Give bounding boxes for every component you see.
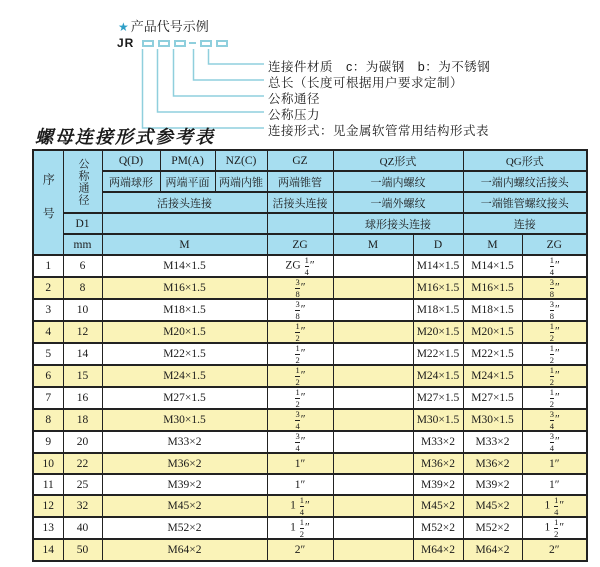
table-row xyxy=(33,409,587,431)
header-row-4 xyxy=(33,213,587,234)
cell-qz-m xyxy=(333,495,413,517)
cell-gz-zg: 1 $\frac{1}{2}$ ″ xyxy=(267,517,333,539)
table-row xyxy=(33,453,587,474)
cell-qz-d: M16×1.5 xyxy=(413,277,463,299)
cell-qg-zg: $\frac{3}{8}$ ″ xyxy=(522,277,587,299)
header-gz-connection: 活接头连接 xyxy=(267,192,333,213)
cell-m: M14×1.5 xyxy=(102,255,267,277)
cell-mm: 32 xyxy=(63,495,102,517)
cell-qg-m: M30×1.5 xyxy=(463,409,522,431)
cell-m: M39×2 xyxy=(102,474,267,495)
cell-m: M18×1.5 xyxy=(102,299,267,321)
code-label-material: 连接件材质 c：为碳钢 b：为不锈钢 xyxy=(268,60,491,74)
cell-gz-zg: 2″ xyxy=(267,539,333,560)
cell-m: M36×2 xyxy=(102,453,267,474)
header-nz-sub: 两端内锥 xyxy=(215,171,267,192)
cell-qz-d: M64×2 xyxy=(413,539,463,560)
code-prefix: JR xyxy=(117,36,135,50)
cell-qg-m: M27×1.5 xyxy=(463,387,522,409)
header-qg-sub2: 一端锥管螺纹接头 xyxy=(463,192,587,213)
header-col-qz: QZ形式 xyxy=(333,150,463,171)
table-row xyxy=(33,343,587,365)
cell-seq: 4 xyxy=(33,321,63,343)
cell-qg-zg: $\frac{1}{2}$ ″ xyxy=(522,365,587,387)
cell-seq: 9 xyxy=(33,431,63,453)
cell-qz-m xyxy=(333,255,413,277)
header-col-q: Q(D) xyxy=(102,150,160,171)
cell-qg-zg: $\frac{1}{2}$ ″ xyxy=(522,387,587,409)
table-title: 螺母连接形式参考表 xyxy=(35,127,215,147)
cell-qg-zg: $\frac{1}{2}$ ″ xyxy=(522,321,587,343)
header-row-2 xyxy=(33,171,587,192)
cell-mm: 15 xyxy=(63,365,102,387)
cell-gz-zg: $\frac{3}{4}$ ″ xyxy=(267,431,333,453)
cell-qg-zg: $\frac{3}{4}$ ″ xyxy=(522,409,587,431)
cell-gz-zg: $\frac{3}{4}$ ″ xyxy=(267,409,333,431)
cell-m: M64×2 xyxy=(102,539,267,560)
cell-qz-m xyxy=(333,409,413,431)
cell-qz-d: M30×1.5 xyxy=(413,409,463,431)
cell-qz-d: M39×2 xyxy=(413,474,463,495)
cell-qz-m xyxy=(333,453,413,474)
cell-qg-m: M39×2 xyxy=(463,474,522,495)
table-row xyxy=(33,365,587,387)
cell-qz-m xyxy=(333,321,413,343)
cell-m: M52×2 xyxy=(102,517,267,539)
header-m: M xyxy=(102,234,267,255)
cell-m: M22×1.5 xyxy=(102,343,267,365)
cell-mm: 18 xyxy=(63,409,102,431)
cell-m: M27×1.5 xyxy=(102,387,267,409)
table-row xyxy=(33,277,587,299)
header-pm-sub: 两端平面 xyxy=(160,171,215,192)
cell-mm: 25 xyxy=(63,474,102,495)
cell-m: M16×1.5 xyxy=(102,277,267,299)
header-col-qg: QG形式 xyxy=(463,150,587,171)
cell-qz-m xyxy=(333,343,413,365)
cell-mm: 22 xyxy=(63,453,102,474)
cell-mm: 10 xyxy=(63,299,102,321)
cell-qz-d: M20×1.5 xyxy=(413,321,463,343)
cell-gz-zg: $\frac{1}{2}$ ″ xyxy=(267,387,333,409)
cell-qz-d: M27×1.5 xyxy=(413,387,463,409)
header-mm: mm xyxy=(63,234,102,255)
header-qz-sub2: 一端外螺纹 xyxy=(333,192,463,213)
cell-m: M30×1.5 xyxy=(102,409,267,431)
cell-qg-zg: $\frac{3}{4}$ ″ xyxy=(522,431,587,453)
cell-seq: 12 xyxy=(33,495,63,517)
cell-m: M24×1.5 xyxy=(102,365,267,387)
table-row xyxy=(33,474,587,495)
header-qz-sub1: 一端内螺纹 xyxy=(333,171,463,192)
cell-qz-m xyxy=(333,387,413,409)
cell-m: M33×2 xyxy=(102,431,267,453)
cell-qz-d: M33×2 xyxy=(413,431,463,453)
cell-gz-zg: ZG $\frac{1}{4}$ ″ xyxy=(267,255,333,277)
cell-qg-m: M18×1.5 xyxy=(463,299,522,321)
cell-qg-zg: $\frac{1}{2}$ ″ xyxy=(522,343,587,365)
cell-m: M45×2 xyxy=(102,495,267,517)
table-row xyxy=(33,517,587,539)
header-seq: 序号 xyxy=(33,150,63,255)
cell-seq: 5 xyxy=(33,343,63,365)
cell-mm: 40 xyxy=(63,517,102,539)
cell-qg-m: M36×2 xyxy=(463,453,522,474)
cell-seq: 14 xyxy=(33,539,63,560)
cell-gz-zg: $\frac{1}{2}$ ″ xyxy=(267,321,333,343)
cell-seq: 13 xyxy=(33,517,63,539)
header-q-sub: 两端球形 xyxy=(102,171,160,192)
cell-qg-m: M45×2 xyxy=(463,495,522,517)
header-qz-d: D xyxy=(413,234,463,255)
cell-gz-zg: 1″ xyxy=(267,453,333,474)
header-d1: D1 xyxy=(63,213,102,234)
header-empty-union xyxy=(102,213,267,234)
cell-qg-zg: 2″ xyxy=(522,539,587,560)
cell-qg-zg: 1″ xyxy=(522,474,587,495)
cell-seq: 10 xyxy=(33,453,63,474)
cell-qg-m: M14×1.5 xyxy=(463,255,522,277)
header-qg-connection: 连接 xyxy=(463,213,587,234)
cell-seq: 6 xyxy=(33,365,63,387)
header-col-pm: PM(A) xyxy=(160,150,215,171)
cell-qz-d: M22×1.5 xyxy=(413,343,463,365)
cell-qz-d: M24×1.5 xyxy=(413,365,463,387)
header-qg-zg: ZG xyxy=(522,234,587,255)
cell-mm: 8 xyxy=(63,277,102,299)
header-row-5 xyxy=(33,234,587,255)
header-union-connection: 活接头连接 xyxy=(102,192,267,213)
code-label-pressure: 公称压力 xyxy=(268,108,321,122)
cell-qz-m xyxy=(333,431,413,453)
cell-gz-zg: $\frac{3}{8}$ ″ xyxy=(267,277,333,299)
table-row xyxy=(33,495,587,517)
cell-qg-m: M64×2 xyxy=(463,539,522,560)
header-row-1 xyxy=(33,150,587,171)
cell-mm: 14 xyxy=(63,343,102,365)
cell-seq: 3 xyxy=(33,299,63,321)
cell-qg-m: M33×2 xyxy=(463,431,522,453)
cell-gz-zg: $\frac{3}{8}$ ″ xyxy=(267,299,333,321)
cell-mm: 12 xyxy=(63,321,102,343)
cell-qg-zg: $\frac{1}{4}$ ″ xyxy=(522,255,587,277)
cell-gz-zg: 1 $\frac{1}{4}$ ″ xyxy=(267,495,333,517)
header-row-3 xyxy=(33,192,587,213)
nut-connection-table xyxy=(32,149,588,562)
cell-qz-m xyxy=(333,299,413,321)
header-col-gz: GZ xyxy=(267,150,333,171)
cell-qg-m: M52×2 xyxy=(463,517,522,539)
cell-qz-m xyxy=(333,517,413,539)
cell-qz-m xyxy=(333,539,413,560)
cell-qg-zg: 1 $\frac{1}{4}$ ″ xyxy=(522,495,587,517)
cell-seq: 7 xyxy=(33,387,63,409)
cell-qz-d: M36×2 xyxy=(413,453,463,474)
code-label-connection: 连接形式：见金属软管常用结构形式表 xyxy=(268,124,490,138)
star-icon: ★ xyxy=(118,20,129,34)
cell-mm: 6 xyxy=(63,255,102,277)
cell-qg-zg: 1 $\frac{1}{2}$ ″ xyxy=(522,517,587,539)
header-qz-connection: 球形接头连接 xyxy=(333,213,463,234)
cell-gz-zg: $\frac{1}{2}$ ″ xyxy=(267,343,333,365)
cell-gz-zg: $\frac{1}{2}$ ″ xyxy=(267,365,333,387)
header-col-nz: NZ(C) xyxy=(215,150,267,171)
cell-seq: 8 xyxy=(33,409,63,431)
cell-seq: 2 xyxy=(33,277,63,299)
header-gz-sub: 两端锥管 xyxy=(267,171,333,192)
cell-qg-m: M22×1.5 xyxy=(463,343,522,365)
table-row xyxy=(33,255,587,277)
cell-qz-m xyxy=(333,277,413,299)
cell-mm: 16 xyxy=(63,387,102,409)
code-label-diameter: 公称通径 xyxy=(268,92,321,106)
header-qg-m: M xyxy=(463,234,522,255)
cell-qg-m: M24×1.5 xyxy=(463,365,522,387)
header-qg-sub1: 一端内螺纹活接头 xyxy=(463,171,587,192)
table-row xyxy=(33,387,587,409)
table-row xyxy=(33,431,587,453)
cell-qz-m xyxy=(333,365,413,387)
table-row xyxy=(33,321,587,343)
cell-qz-d: M14×1.5 xyxy=(413,255,463,277)
header-qz-m: M xyxy=(333,234,413,255)
cell-seq: 1 xyxy=(33,255,63,277)
cell-qz-d: M52×2 xyxy=(413,517,463,539)
cell-qz-m xyxy=(333,474,413,495)
product-code-example-text: 产品代号示例 xyxy=(130,19,209,34)
cell-m: M20×1.5 xyxy=(102,321,267,343)
header-zg: ZG xyxy=(267,234,333,255)
cell-qz-d: M45×2 xyxy=(413,495,463,517)
cell-qz-d: M18×1.5 xyxy=(413,299,463,321)
cell-mm: 50 xyxy=(63,539,102,560)
header-empty-gz xyxy=(267,213,333,234)
header-nominal-diameter: 公称通径 xyxy=(63,150,102,213)
cell-gz-zg: 1″ xyxy=(267,474,333,495)
table-row xyxy=(33,299,587,321)
cell-mm: 20 xyxy=(63,431,102,453)
code-label-length: 总长（长度可根据用户要求定制） xyxy=(268,76,464,90)
table-row xyxy=(33,539,587,560)
cell-seq: 11 xyxy=(33,474,63,495)
cell-qg-m: M16×1.5 xyxy=(463,277,522,299)
cell-qg-zg: $\frac{3}{8}$ ″ xyxy=(522,299,587,321)
cell-qg-zg: 1″ xyxy=(522,453,587,474)
cell-qg-m: M20×1.5 xyxy=(463,321,522,343)
